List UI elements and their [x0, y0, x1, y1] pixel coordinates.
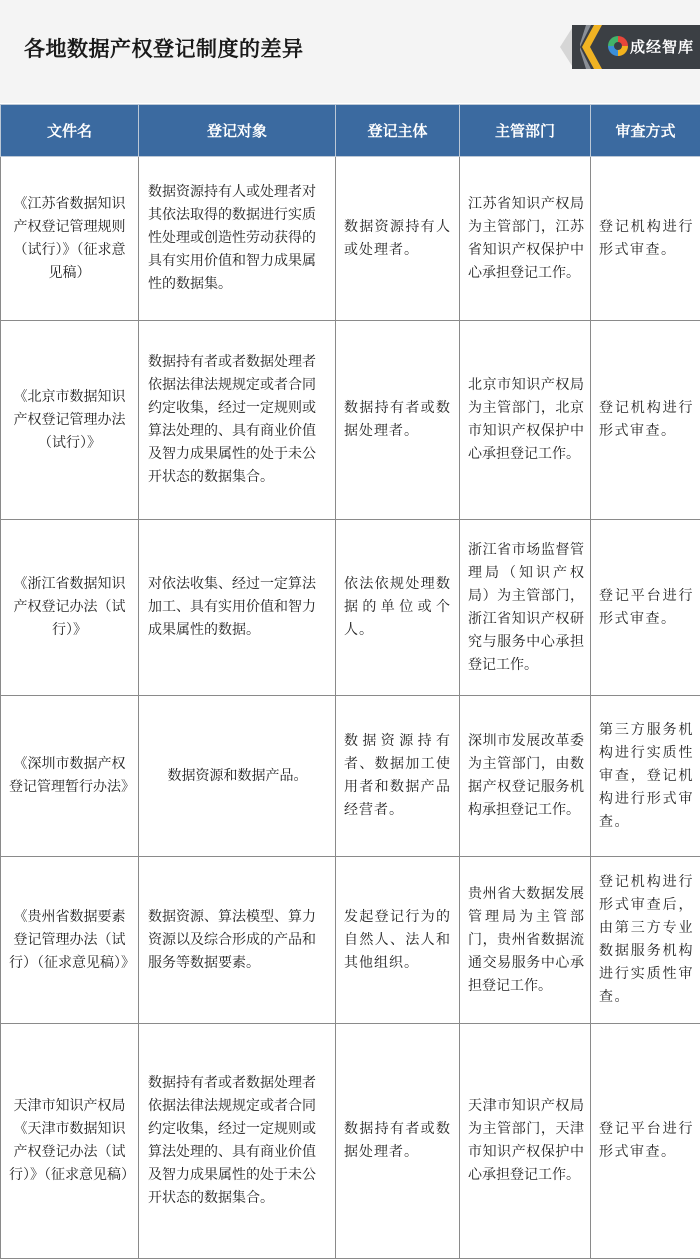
- cell-registration-object: 数据持有者或者数据处理者依据法律法规规定或者合同约定收集，经过一定规则或算法处理的、具有商业价值及智力成果属性的处于未公开状态的数据集合。: [139, 321, 336, 520]
- cell-registration-subject: 发起登记行为的自然人、法人和其他组织。: [336, 857, 460, 1024]
- registration-comparison-table: [0, 104, 700, 1259]
- page-title: 各地数据产权登记制度的差异: [24, 37, 304, 61]
- cell-registration-subject: 数据持有者或数据处理者。: [336, 1024, 460, 1259]
- cell-registration-object: 数据持有者或者数据处理者依据法律法规规定或者合同约定收集，经过一定规则或算法处理的、具有商业价值及智力成果属性的处于未公开状态的数据集合。: [139, 1024, 336, 1259]
- cell-file-name: 《江苏省数据知识产权登记管理规则（试行）》（征求意见稿）: [1, 157, 139, 321]
- cell-file-name: 《浙江省数据知识产权登记办法（试行）》: [1, 520, 139, 696]
- brand-badge: [560, 25, 700, 69]
- cell-review-method: 登记机构进行形式审查。: [591, 157, 700, 321]
- brand-box: [572, 25, 700, 69]
- cell-file-name: 《贵州省数据要素登记管理办法（试行）（征求意见稿）》: [1, 857, 139, 1024]
- cell-competent-department: 深圳市发展改革委为主管部门，由数据产权登记服务机构承担登记工作。: [460, 696, 591, 857]
- cell-registration-object: 数据资源持有人或处理者对其依法取得的数据进行实质性处理或创造性劳动获得的具有实用价值和智力成果属性的数据集。: [139, 157, 336, 321]
- table-header-row: [1, 105, 700, 157]
- cell-competent-department: 北京市知识产权局为主管部门，北京市知识产权保护中心承担登记工作。: [460, 321, 591, 520]
- cell-competent-department: 贵州省大数据发展管理局为主管部门，贵州省数据流通交易服务中心承担登记工作。: [460, 857, 591, 1024]
- cell-competent-department: 浙江省市场监督管理局（知识产权局）为主管部门，浙江省知识产权研究与服务中心承担登记工作。: [460, 520, 591, 696]
- header-registration-subject: 登记主体: [336, 105, 460, 157]
- cell-registration-subject: 数据资源持有人或处理者。: [336, 157, 460, 321]
- cell-competent-department: 天津市知识产权局为主管部门，天津市知识产权保护中心承担登记工作。: [460, 1024, 591, 1259]
- cell-review-method: 登记机构进行形式审查后，由第三方专业数据服务机构进行实质性审查。: [591, 857, 700, 1024]
- header-competent-department: 主管部门: [460, 105, 591, 157]
- cell-file-name: 天津市知识产权局《天津市数据知识产权登记办法（试行）》（征求意见稿）: [1, 1024, 139, 1259]
- cell-review-method: 第三方服务机构进行实质性审查，登记机构进行形式审查。: [591, 696, 700, 857]
- page-header: [0, 0, 700, 103]
- header-file-name: 文件名: [1, 105, 139, 157]
- swirl-logo-icon: [608, 36, 628, 56]
- header-review-method: 审查方式: [591, 105, 700, 157]
- table-row: [1, 157, 700, 321]
- cell-review-method: 登记平台进行形式审查。: [591, 520, 700, 696]
- cell-file-name: 《北京市数据知识产权登记管理办法（试行）》: [1, 321, 139, 520]
- cell-registration-subject: 数据持有者或数据处理者。: [336, 321, 460, 520]
- table-row: [1, 321, 700, 520]
- cell-registration-object: 数据资源、算法模型、算力资源以及综合形成的产品和服务等数据要素。: [139, 857, 336, 1024]
- cell-competent-department: 江苏省知识产权局为主管部门，江苏省知识产权保护中心承担登记工作。: [460, 157, 591, 321]
- cell-registration-subject: 依法依规处理数据的单位或个人。: [336, 520, 460, 696]
- header-registration-object: 登记对象: [139, 105, 336, 157]
- cell-file-name: 《深圳市数据产权登记管理暂行办法》: [1, 696, 139, 857]
- cell-registration-object: 数据资源和数据产品。: [139, 696, 336, 857]
- cell-registration-object: 对依法收集、经过一定算法加工、具有实用价值和智力成果属性的数据。: [139, 520, 336, 696]
- cell-review-method: 登记平台进行形式审查。: [591, 1024, 700, 1259]
- table-row: [1, 1024, 700, 1259]
- table-row: [1, 857, 700, 1024]
- brand-name: 成经智库: [630, 38, 695, 56]
- chevron-decoration-icon: [580, 25, 602, 69]
- table-row: [1, 696, 700, 857]
- table-row: [1, 520, 700, 696]
- cell-registration-subject: 数据资源持有者、数据加工使用者和数据产品经营者。: [336, 696, 460, 857]
- cell-review-method: 登记机构进行形式审查。: [591, 321, 700, 520]
